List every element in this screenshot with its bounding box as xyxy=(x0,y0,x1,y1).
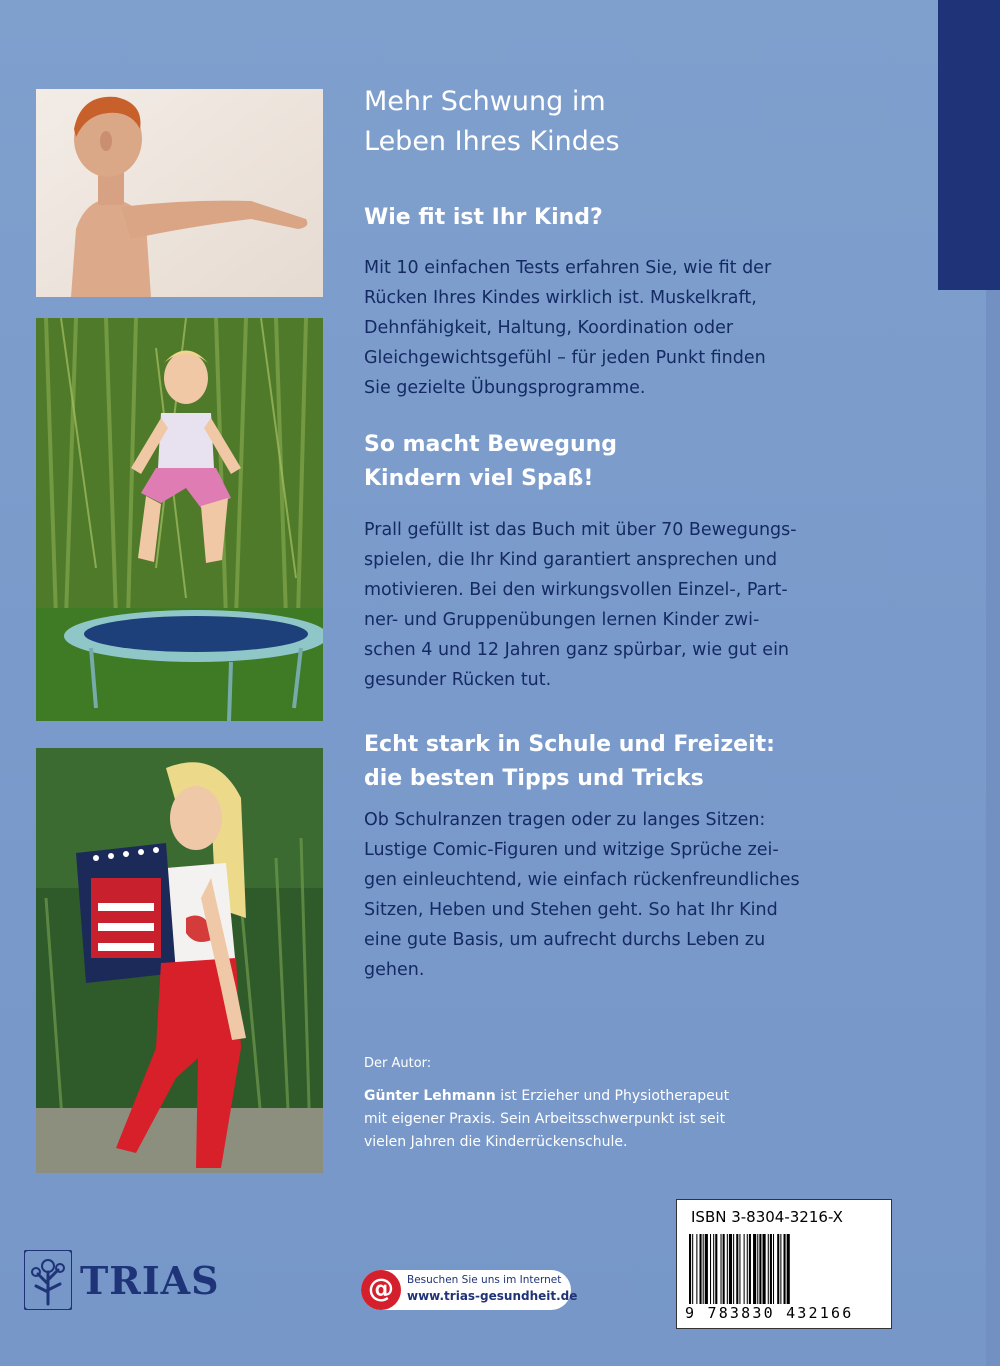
barcode-bar xyxy=(747,1234,748,1304)
barcode-bar xyxy=(727,1234,728,1304)
barcode-bar xyxy=(744,1234,745,1304)
photo-girl-trampoline xyxy=(36,318,323,721)
barcode-bar xyxy=(753,1234,756,1304)
publisher-logo xyxy=(24,1248,220,1312)
barcode-bar xyxy=(710,1234,711,1304)
barcode-bar xyxy=(780,1234,781,1304)
barcode-bar xyxy=(757,1234,758,1304)
barcode-bar xyxy=(721,1234,722,1304)
barcode-bar xyxy=(723,1234,725,1304)
section-heading-fitness: Wie fit ist Ihr Kind? xyxy=(364,205,603,230)
website-url[interactable]: www.trias-gesundheit.de xyxy=(407,1289,578,1303)
barcode-bar xyxy=(777,1234,779,1304)
photo-girl-backpack xyxy=(36,748,323,1173)
author-label: Der Autor: xyxy=(364,1056,432,1071)
barcode-bar xyxy=(700,1234,702,1304)
section-text-school: Ob Schulranzen tragen oder zu langes Sitzen: Lustige Comic-Figuren und witzige Sprüche zei- gen einleuchtend, wie einfach rückenfreundliches Sitzen, Heben und Stehen geht. So hat Ihr Kind eine gute Basis, um aufrecht durchs Leben zu gehen. xyxy=(364,810,800,980)
at-sign-icon: @ xyxy=(361,1270,401,1310)
barcode-bar xyxy=(739,1234,740,1304)
photo-boy-stretching xyxy=(36,89,323,297)
isbn-barcode xyxy=(676,1199,892,1329)
barcode-bar xyxy=(715,1234,717,1304)
website-caption: Besuchen Sie uns im Internet xyxy=(407,1274,562,1286)
publisher-name: TRIAS xyxy=(80,1257,220,1303)
barcode-bar xyxy=(705,1234,708,1304)
spine-color-bar xyxy=(938,0,1000,290)
isbn-number: ISBN 3-8304-3216-X xyxy=(691,1208,843,1226)
barcode-bar xyxy=(787,1234,790,1304)
barcode-bar xyxy=(749,1234,751,1304)
barcode-bar xyxy=(713,1234,714,1304)
tree-icon xyxy=(24,1250,72,1310)
website-badge[interactable] xyxy=(361,1270,578,1310)
section-text-fitness: Mit 10 einfachen Tests erfahren Sie, wie fit der Rücken Ihres Kindes wirklich ist. Muskelkraft, Dehnfähigkeit, Haltung, Koordination oder Gleichgewichtsgefühl – für jeden Punkt finden Sie gezielte Übungsprogramme. xyxy=(364,258,772,398)
barcode-bar xyxy=(689,1234,691,1304)
section-heading-school: Echt stark in Schule und Freizeit: die besten Tipps und Tricks xyxy=(364,732,775,791)
barcode-bar xyxy=(729,1234,732,1304)
barcode-bars xyxy=(689,1234,881,1304)
barcode-bar xyxy=(696,1234,697,1304)
author-name: Günter Lehmann xyxy=(364,1088,496,1104)
section-text-movement: Prall gefüllt ist das Buch mit über 70 Bewegungs- spielen, die Ihr Kind garantiert ansprechen und motivieren. Bei den wirkungsvollen Einzel-, Part- ner- und Gruppenübungen lernen Kinder zwi- schen 4 und 12 Jahren ganz spürbar, wie gut ein gesunder Rücken tut. xyxy=(364,520,797,690)
barcode-bar xyxy=(759,1234,761,1304)
barcode-bar xyxy=(773,1234,774,1304)
section-heading-movement: So macht Bewegung Kindern viel Spaß! xyxy=(364,432,618,491)
main-heading: Mehr Schwung im Leben Ihres Kindes xyxy=(364,86,620,157)
barcode-bar xyxy=(770,1234,772,1304)
author-bio: Günter Lehmann ist Erzieher und Physiotherapeut mit eigener Praxis. Sein Arbeitsschwerpunkt ist seit vielen Jahren die Kinderrückenschule. xyxy=(364,1088,730,1150)
barcode-bar xyxy=(703,1234,704,1304)
barcode-bar xyxy=(768,1234,769,1304)
barcode-bar xyxy=(784,1234,786,1304)
barcode-bar xyxy=(733,1234,734,1304)
barcode-bar xyxy=(736,1234,738,1304)
cover-edge xyxy=(986,290,1000,1366)
barcode-bar xyxy=(692,1234,693,1304)
barcode-bar xyxy=(763,1234,766,1304)
ean-digits: 9 783830 432166 xyxy=(685,1304,854,1322)
